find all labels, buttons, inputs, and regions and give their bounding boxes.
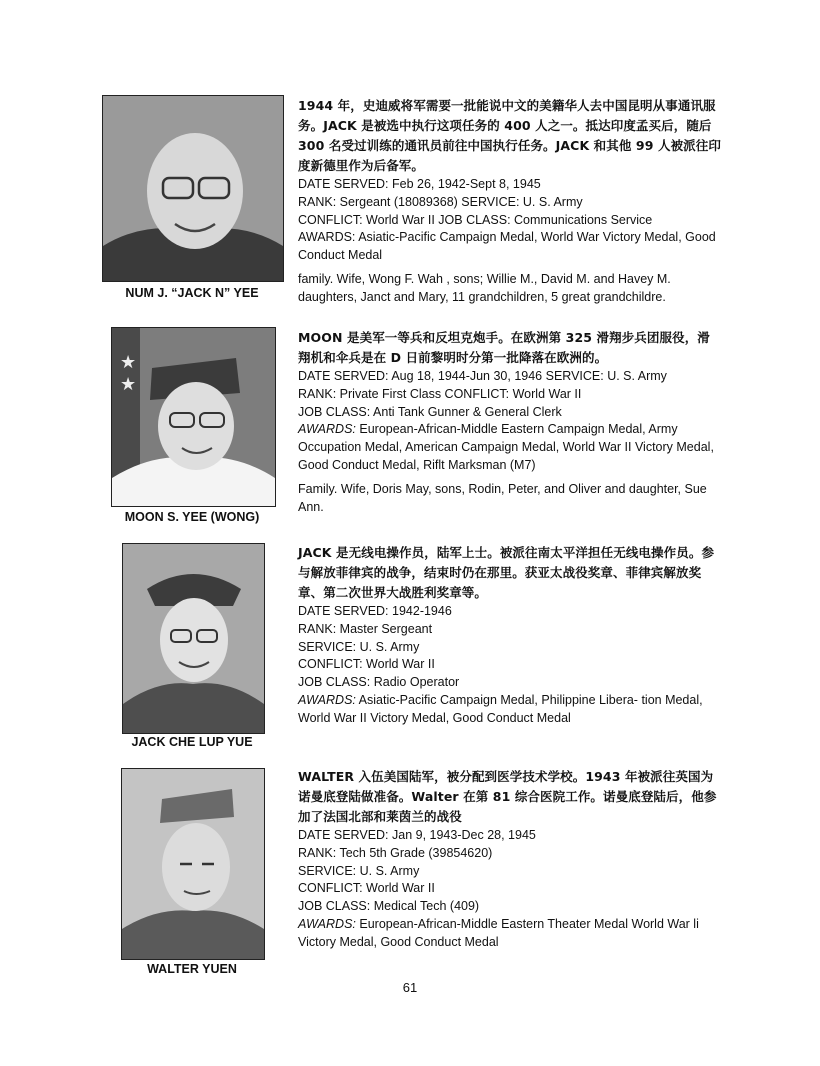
- name-caption: NUM J. “JACK N” YEE: [125, 286, 259, 300]
- date-served: DATE SERVED: 1942-1946: [298, 604, 452, 618]
- awards-list: European-African-Middle Eastern Theater Medal World War li Victory Medal, Good Conduct Medal: [298, 916, 699, 949]
- awards-list: European-African-Middle Eastern Campaign Medal, Army Occupation Medal, American Campaign Medal, World War II Victory Medal, Good Conduct Medal, Riflt Marksman (M7): [298, 422, 714, 472]
- date-served: DATE SERVED: Jan 9, 1943-Dec 28, 1945: [298, 828, 536, 842]
- awards-label: AWARDS:: [298, 916, 356, 931]
- portrait-photo-moon-s-yee: [111, 327, 276, 507]
- biography-block: [298, 543, 722, 728]
- rank-service: RANK: Sergeant (18089368) SERVICE: U. S. Army: [298, 194, 583, 209]
- awards-label: AWARDS:: [298, 692, 356, 707]
- name-caption: JACK CHE LUP YUE: [131, 735, 253, 749]
- date-served: DATE SERVED: Feb 26, 1942-Sept 8, 1945: [298, 177, 541, 191]
- biography-intro: WALTER 入伍美国陆军，被分配到医学技术学校。1943 年被派往英国为诺曼底登陆做准备。Walter 在第 81 综合医院工作。诺曼底登陆后，他参加了法国北部和莱茵兰的战役: [298, 769, 717, 824]
- rank-conflict: RANK: Private First Class CONFLICT: World War II: [298, 386, 582, 401]
- biography-block: [298, 767, 722, 952]
- family: Family. Wife, Doris May, sons, Rodin, Peter, and Oliver and daughter, Sue Ann.: [298, 481, 707, 514]
- date-served-service: DATE SERVED: Aug 18, 1944-Jun 30, 1946 SERVICE: U. S. Army: [298, 369, 667, 383]
- svg-text:★: ★: [120, 374, 137, 395]
- awards-label: AWARDS:: [298, 422, 356, 437]
- portrait-photo-walter-yuen: [121, 768, 265, 960]
- awards-list: Asiatic-Pacific Campaign Medal, Philippine Libera- tion Medal, World War II Victory Medal, Good Conduct Medal: [298, 692, 703, 725]
- conflict-job-class: CONFLICT: World War II JOB CLASS: Communications Service: [298, 212, 653, 227]
- awards: AWARDS: Asiatic-Pacific Campaign Medal, World War Victory Medal, Good Conduct Medal: [298, 230, 716, 263]
- job-class: JOB CLASS: Radio Operator: [298, 675, 460, 690]
- family: family. Wife, Wong F. Wah , sons; Willie M., David M. and Havey M. daughters, Janct and Mary, 11 grandchildren, 5 great grandchildre.: [298, 271, 671, 304]
- service: SERVICE: U. S. Army: [298, 863, 420, 878]
- name-caption: WALTER YUEN: [147, 962, 237, 976]
- svg-text:★: ★: [120, 352, 137, 373]
- biography-intro: JACK 是无线电操作员，陆军上士。被派往南太平洋担任无线电操作员。参与解放菲律宾的战争，结束时仍在那里。获亚太战役奖章、菲律宾解放奖章、第二次世界大战胜利奖章等。: [298, 545, 715, 600]
- awards: [298, 421, 722, 474]
- job-class: JOB CLASS: Medical Tech (409): [298, 899, 480, 914]
- biography-block: [298, 328, 722, 516]
- name-caption: MOON S. YEE (WONG): [124, 510, 260, 524]
- portrait-photo-jack-che-lup-yue: [122, 543, 265, 734]
- conflict: CONFLICT: World War II: [298, 657, 435, 672]
- rank: RANK: Tech 5th Grade (39854620): [298, 845, 493, 860]
- service: SERVICE: U. S. Army: [298, 639, 420, 654]
- job-class: JOB CLASS: Anti Tank Gunner & General Clerk: [298, 404, 562, 419]
- page-number: 61: [402, 980, 418, 995]
- biography-intro: MOON 是美军一等兵和反坦克炮手。在欧洲第 325 滑翔步兵团服役，滑翔机和伞兵是在 D 日前黎明时分第一批降落在欧洲的。: [298, 330, 710, 365]
- biography-intro: 1944 年，史迪威将军需要一批能说中文的美籍华人去中国昆明从事通讯服务。JACK 是被选中执行这项任务的 400 人之一。抵达印度孟买后，随后 300 名受过训练的通讯员前往中国执行任务。JACK 和其他 99 人被派往印度新德里作为后备军。: [298, 98, 721, 173]
- awards: [298, 692, 722, 728]
- biography-block: [298, 96, 722, 307]
- conflict: CONFLICT: World War II: [298, 881, 435, 896]
- portrait-photo-num-jack-n-yee: [102, 95, 284, 282]
- rank: RANK: Master Sergeant: [298, 621, 433, 636]
- awards: [298, 916, 722, 952]
